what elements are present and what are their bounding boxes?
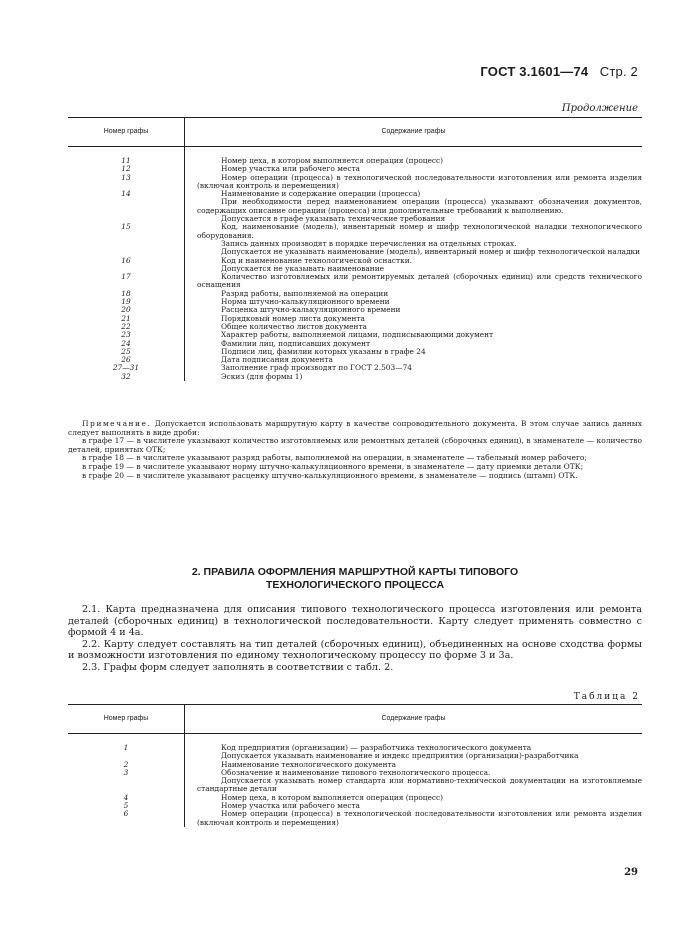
row-content (185, 147, 643, 166)
section-title-line: 2. ПРАВИЛА ОФОРМЛЕНИЯ МАРШРУТНОЙ КАРТЫ ТИПОВОГО (191, 566, 519, 578)
table-row (68, 373, 642, 381)
row-content-line: Наименование и содержание операции (процесса) (221, 189, 421, 199)
row-number: 13 (68, 174, 185, 191)
row-content-line: Норма штучно-калькуляционного времени (221, 297, 390, 307)
row-number: 23 (68, 331, 185, 339)
row-content-line: Дата подписания документа (221, 355, 333, 365)
row-content-line: Порядковый номер листа документа (221, 313, 365, 323)
row-number: 14 (68, 190, 185, 223)
section-title-line: ТЕХНОЛОГИЧЕСКОГО ПРОЦЕССА (265, 579, 445, 591)
note-item: в графе 19 — в числителе указывают норму штучно-калькуляционного времени, в знаменателе — дату приемки детали ОТК; (82, 461, 584, 471)
note-item: в графе 17 — в числителе указывают количество изготовляемых или ремонтных деталей (сборочных единиц), в знаменателе — количество деталей, принятых ОТК; (68, 436, 642, 454)
row-content-line: Запись данных производят в порядке перечисления на отдельных строках. (221, 238, 517, 248)
table-2 (68, 704, 642, 827)
note-item: в графе 18 — в числителе указывают разряд работы, выполняемой на операции, в знаменателе — табельный номер рабочего; (82, 453, 587, 463)
page-label: Стр. 2 (599, 64, 638, 79)
table-row (68, 147, 642, 166)
table-1 (68, 117, 642, 381)
table-header (68, 705, 642, 734)
row-content-line: Номер участка или рабочего места (221, 801, 360, 811)
row-content-line: Подписи лиц, фамилии которых указаны в графе 24 (221, 346, 426, 356)
page-number: 29 (624, 867, 638, 878)
note-block (68, 420, 642, 480)
row-number: 17 (68, 273, 185, 290)
row-content-line: Количество изготовляемых или ремонтируемых деталей (сборочных единиц) или средств технического оснащения (197, 272, 642, 290)
row-number: 12 (68, 165, 185, 173)
column-header-content: Содержание графы (185, 705, 643, 734)
row-content (185, 273, 643, 290)
standard-title: ГОСТ 3.1601—74 (480, 64, 589, 79)
row-content-line: Код и наименование технологической оснастки. (221, 255, 412, 265)
row-content-line: Номер участка или рабочего места (221, 164, 360, 174)
row-content-line: Характер работы, выполняемой лицами, подписывающими документ (221, 330, 494, 340)
row-content-line: Обозначение и наименование типового технологического процесса. (221, 767, 491, 777)
row-number: 2 (68, 761, 185, 769)
row-content-line: Номер цеха, в котором выполняется операция (процесс) (221, 792, 444, 802)
page-header (480, 64, 638, 79)
section-title (68, 566, 642, 592)
row-content (185, 734, 643, 761)
paragraph: 2.3. Графы форм следует заполнять в соответствии с табл. 2. (82, 661, 394, 673)
table-2-caption: Таблица 2 (573, 692, 640, 702)
row-content-line: Заполнение граф производят по ГОСТ 2.503—74 (221, 363, 412, 373)
row-content-line: Номер цеха, в котором выполняется операция (процесс) (221, 156, 444, 165)
row-content-line: Номер операции (процесса) в технологической последовательности изготовления или ремонта изделия (включая контроль и перемещения) (197, 172, 642, 190)
continuation-label: Продолжение (561, 103, 638, 114)
row-number: 21 (68, 315, 185, 323)
row-number: 4 (68, 794, 185, 802)
row-number: 15 (68, 223, 185, 256)
table-row (68, 174, 642, 191)
row-content (185, 190, 643, 223)
row-content-line: Фамилии лиц, подписавших документ (221, 338, 371, 348)
row-number: 26 (68, 356, 185, 364)
row-content-line: Общее количество листов документа (221, 321, 367, 331)
table-row (68, 223, 642, 256)
section-body (68, 604, 642, 674)
row-number: 19 (68, 298, 185, 306)
row-content (185, 769, 643, 794)
row-number: 3 (68, 769, 185, 794)
table-row (68, 190, 642, 223)
row-content-line: Расценка штучно-калькуляционного времени (221, 305, 401, 315)
row-number: 5 (68, 802, 185, 810)
row-number: 20 (68, 306, 185, 314)
row-content (185, 810, 643, 827)
table-header (68, 118, 642, 147)
row-content (185, 257, 643, 274)
row-number: 1 (68, 734, 185, 761)
row-number: 18 (68, 290, 185, 298)
paragraph: 2.1. Карта предназначена для описания типового технологического процесса изготовления или ремонта деталей (сборочных единиц) в технологической последовательности. Карту следует применять совместно с формой 4 и 4а. (68, 604, 642, 639)
row-content (185, 223, 643, 256)
row-number: 16 (68, 257, 185, 274)
row-content-line: Допускается указывать наименование и индекс предприятия (организации)-разработчика (221, 751, 579, 761)
note-item: в графе 20 — в числителе указывают расценку штучно-калькуляционного времени, в знаменателе — подпись (штамп) ОТК. (82, 470, 578, 480)
table-row (68, 810, 642, 827)
row-content-line: Эскиз (для формы 1) (221, 371, 303, 381)
column-header-number: Номер графы (68, 705, 185, 734)
row-content (185, 373, 643, 381)
row-content-line: Код предприятия (организации) — разработчика технологического документа (221, 743, 532, 752)
row-number: 27—31 (68, 364, 185, 372)
row-content-line: Номер операции (процесса) в технологической последовательности изготовления или ремонта изделия (включая контроль и перемещения) (197, 809, 642, 827)
paragraph: 2.2. Карту следует составлять на тип деталей (сборочных единиц), объединенных на основе сходства формы и возможности изготовления по единому технологическому процессу по форме 3 и 3а. (68, 638, 642, 662)
table-row (68, 273, 642, 290)
row-content-line: Допускается в графе указывать технические требования (221, 214, 446, 224)
row-content (185, 174, 643, 191)
note-intro: Допускается использовать маршрутную карту в качестве сопроводительного документа. В этом случае запись данных следует выполнять в виде дроби: (68, 419, 642, 437)
row-content-line: Допускается не указывать наименование (модель), инвентарный номер и шифр технологической наладки (221, 247, 641, 257)
row-content-line: Код, наименование (модель), инвентарный номер и шифр технологической наладки технологического оборудования. (197, 222, 642, 240)
table-row (68, 734, 642, 761)
row-number: 25 (68, 348, 185, 356)
row-number: 11 (68, 147, 185, 166)
row-number: 32 (68, 373, 185, 381)
row-number: 24 (68, 340, 185, 348)
row-content-line: Разряд работы, выполняемой на операции (221, 288, 389, 298)
table-row (68, 769, 642, 794)
row-content-line: При необходимости перед наименованием операции (процесса) указывают обозначения документов, содержащих описание операции (процесса) или дополнительные требований к выполнению. (197, 197, 642, 215)
row-number: 6 (68, 810, 185, 827)
table-row (68, 364, 642, 372)
row-number: 22 (68, 323, 185, 331)
row-content-line: Наименование технологического документа (221, 759, 397, 769)
row-content-line: Допускается не указывать наименование (221, 263, 385, 273)
row-content-line: Допускается указывать номер стандарта или нормативно-технической документации на изготовляемые стандартные детали (197, 776, 642, 794)
column-header-content: Содержание графы (185, 118, 643, 147)
table-row (68, 257, 642, 274)
column-header-number: Номер графы (68, 118, 185, 147)
note-label: Примечание. (82, 419, 152, 428)
table-row (68, 348, 642, 356)
